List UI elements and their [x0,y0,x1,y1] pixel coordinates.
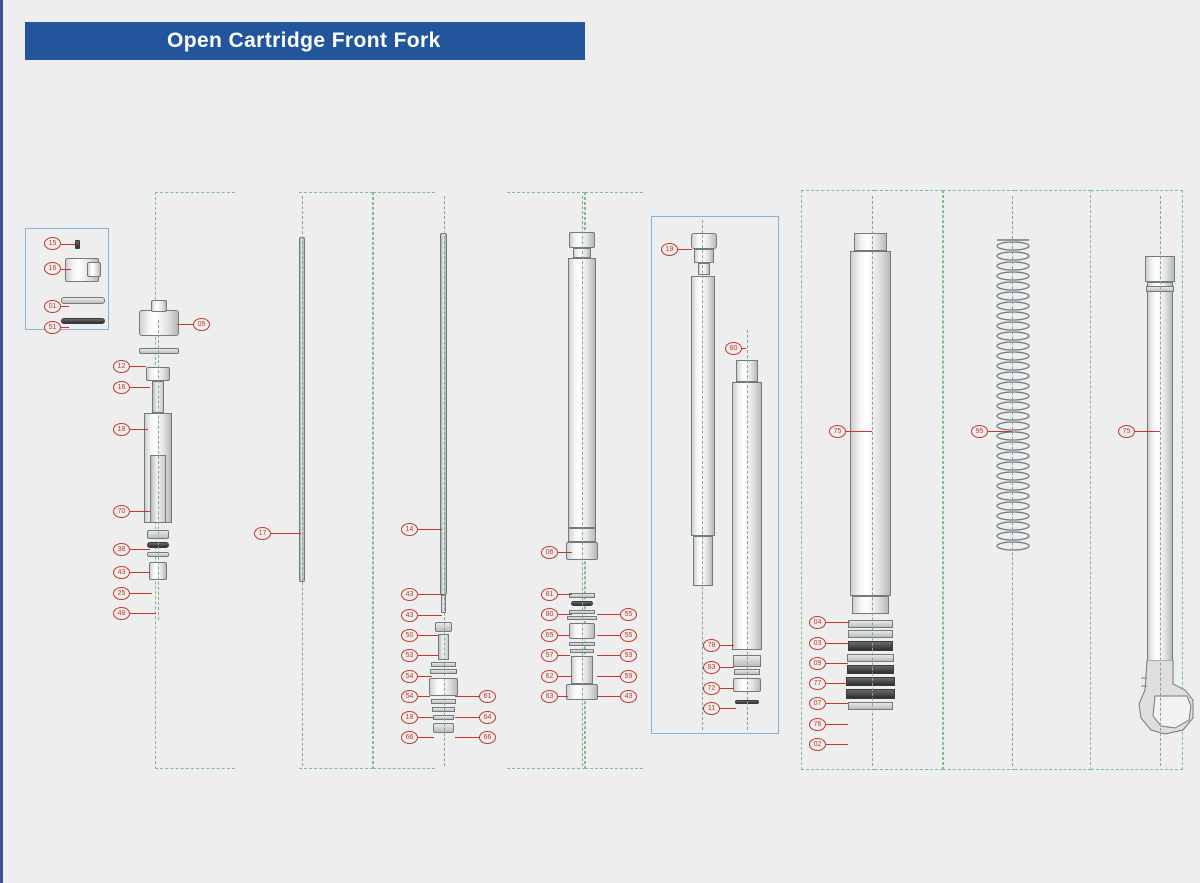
seal-07 [847,665,894,674]
centerline-axle-holder [1160,196,1161,766]
leader-line [418,655,438,656]
leader-line [130,387,150,388]
callout-bubble[interactable]: 43 [401,609,418,622]
leader-line [61,327,69,328]
bushing-77 [847,654,894,662]
leader-line [455,737,479,738]
callout-bubble[interactable]: 05 [193,318,210,331]
leader-line [418,594,442,595]
leader-line [988,431,1012,432]
leader-line [720,645,734,646]
leader-line [418,737,434,738]
callout-bubble[interactable]: 75 [1118,425,1135,438]
callout-bubble[interactable]: 48 [113,607,130,620]
adjuster-washer-01 [61,297,105,304]
callout-bubble[interactable]: 43 [401,588,418,601]
leader-line [418,615,442,616]
callout-bubble[interactable]: 03 [809,637,826,650]
cartridge-cap [139,310,179,336]
callout-bubble[interactable]: 70 [113,505,130,518]
callout-bubble[interactable]: 12 [113,360,130,373]
callout-bubble[interactable]: 07 [809,697,826,710]
callout-bubble[interactable]: 01 [44,300,61,313]
leader-line [597,635,620,636]
leader-line [597,696,620,697]
callout-bubble[interactable]: 38 [113,543,130,556]
slider-body-75 [850,251,891,596]
callout-bubble[interactable]: 72 [703,682,720,695]
inner-tube-cap-cone [694,249,714,263]
centerline-outer-tube [747,330,748,730]
leader-line [826,683,848,684]
leader-line [826,744,848,745]
leader-line [130,511,150,512]
leader-line [558,655,570,656]
callout-bubble[interactable]: 43 [113,566,130,579]
centerline-inner-tube [702,220,703,730]
leader-line [130,429,148,430]
leader-line [130,572,150,573]
leader-line [846,431,872,432]
callout-bubble[interactable]: 54 [401,690,418,703]
leader-line [130,366,146,367]
callout-bubble[interactable]: 18 [113,423,130,436]
leader-line [61,269,71,270]
title-bar [25,22,585,60]
callout-bubble[interactable]: 80 [541,608,558,621]
seal-09 [848,641,893,651]
leader-line [558,614,572,615]
callout-bubble[interactable]: 54 [401,670,418,683]
callout-bubble[interactable]: 64 [479,711,496,724]
main-spring-95 [991,232,1035,560]
leader-line [720,667,734,668]
callout-bubble[interactable]: 61 [479,690,496,703]
callout-bubble[interactable]: 78 [703,639,720,652]
leader-line [558,676,572,677]
adjuster-body-stem [87,262,101,277]
leader-line [130,549,150,550]
leader-line [1135,431,1160,432]
centerline-adjuster-stack [158,320,159,620]
seal-03 [848,630,893,638]
callout-bubble[interactable]: 16 [113,381,130,394]
callout-bubble[interactable]: 83 [703,661,720,674]
leader-line [558,594,572,595]
callout-bubble[interactable]: 51 [44,321,61,334]
callout-bubble[interactable]: 55 [620,608,637,621]
seal-76 [846,677,895,686]
callout-bubble[interactable]: 75 [829,425,846,438]
inner-tube-cap-19 [691,233,717,249]
leader-line [455,717,479,718]
leader-line [61,244,75,245]
leader-line [271,533,301,534]
leader-line [177,324,193,325]
leader-line [678,249,692,250]
axle-holder-foot [1111,660,1197,740]
centerline-piston [582,196,583,766]
callout-bubble[interactable]: 81 [541,588,558,601]
leader-line [558,635,570,636]
leader-line [418,529,442,530]
callout-bubble[interactable]: 43 [620,690,637,703]
callout-bubble[interactable]: 18 [401,711,418,724]
leader-line [418,696,430,697]
callout-bubble[interactable]: 95 [971,425,988,438]
callout-bubble[interactable]: 11 [703,702,720,715]
callout-bubble[interactable]: 04 [809,616,826,629]
leader-line [455,696,479,697]
callout-bubble[interactable]: 09 [809,657,826,670]
callout-bubble[interactable]: 25 [113,587,130,600]
callout-bubble[interactable]: 66 [479,731,496,744]
centerline-spring [1012,196,1013,766]
centerline-cartridge [302,196,303,766]
leader-line [418,676,432,677]
leader-line [418,717,434,718]
dust-seal-02 [846,689,895,699]
leader-line [720,708,736,709]
leader-line [720,688,734,689]
washer-12 [139,348,179,354]
leader-line [418,635,438,636]
centerline-damper [444,196,445,766]
leader-line [597,614,620,615]
leader-line [826,663,848,664]
callout-bubble[interactable]: 76 [809,718,826,731]
centerline-slider [872,196,873,766]
callout-bubble[interactable]: 60 [725,342,742,355]
leader-line [558,552,572,553]
seal-04 [848,620,893,628]
inner-tube-19 [691,276,715,536]
callout-bubble[interactable]: 66 [401,731,418,744]
callout-bubble[interactable]: 14 [401,523,418,536]
callout-bubble[interactable]: 19 [661,243,678,256]
callout-bubble[interactable]: 57 [541,649,558,662]
callout-bubble[interactable]: 62 [541,670,558,683]
callout-bubble[interactable]: 02 [809,738,826,751]
inner-tube-foot [693,536,713,586]
slider-bottom-ring [848,702,893,710]
callout-bubble[interactable]: 53 [620,649,637,662]
leader-line [558,696,568,697]
adjuster-oring-51 [61,318,105,324]
callout-bubble[interactable]: 55 [620,629,637,642]
leader-line [130,593,152,594]
callout-bubble[interactable]: 65 [541,629,558,642]
leader-line [130,613,156,614]
callout-bubble[interactable]: 15 [44,237,61,250]
callout-bubble[interactable]: 50 [401,629,418,642]
callout-bubble[interactable]: 59 [620,670,637,683]
callout-bubble[interactable]: 53 [401,649,418,662]
leader-line [826,643,850,644]
callout-bubble[interactable]: 06 [541,546,558,559]
callout-bubble[interactable]: 63 [541,690,558,703]
cartridge-cap-top [151,300,167,312]
leader-line [826,724,848,725]
leader-line [826,703,848,704]
slider-top-75 [854,233,887,251]
damper-rod-group [299,192,373,769]
leader-line [826,622,850,623]
leader-line [597,676,620,677]
adjuster-screw [75,240,80,249]
callout-bubble[interactable]: 77 [809,677,826,690]
damper-rod-group-2 [373,192,435,769]
callout-bubble[interactable]: 17 [254,527,271,540]
leader-line [597,655,620,656]
inner-tube-cap-stem [698,263,710,275]
slider-step-75 [852,596,889,614]
leader-line [61,306,69,307]
page-title: Open Cartridge Front Fork [167,29,441,52]
callout-bubble[interactable]: 16 [44,262,61,275]
